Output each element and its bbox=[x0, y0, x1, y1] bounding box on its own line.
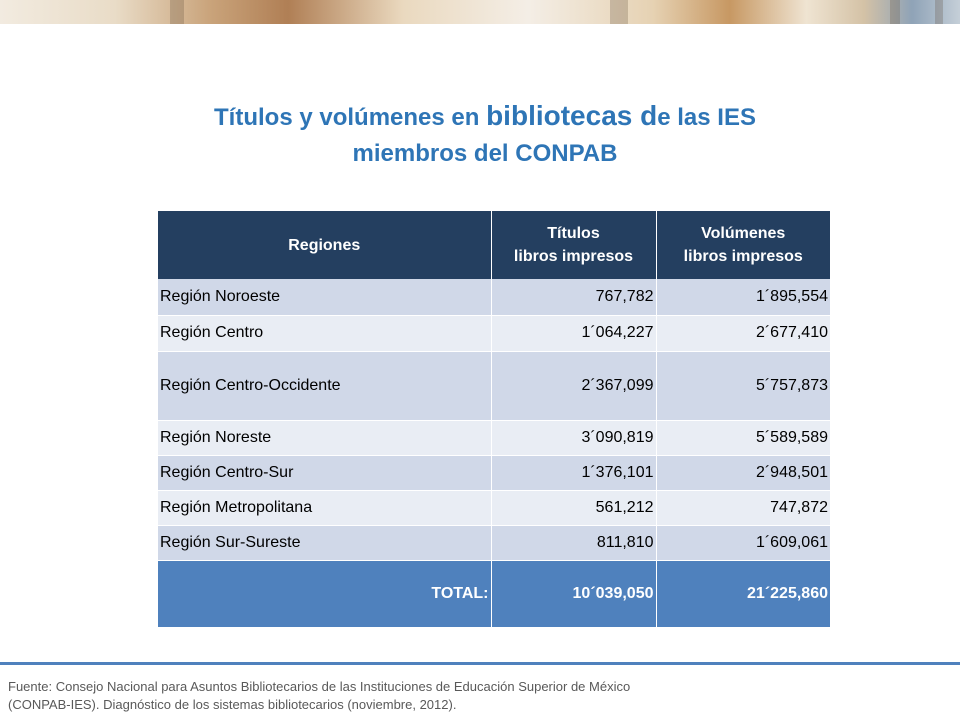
header-regiones: Regiones bbox=[158, 211, 491, 279]
cell-titulos: 1´376,101 bbox=[491, 455, 656, 490]
book-spine-decoration bbox=[890, 0, 900, 24]
cell-volumenes: 747,872 bbox=[656, 490, 830, 525]
cell-volumenes: 2´677,410 bbox=[656, 315, 830, 351]
table-row bbox=[158, 315, 830, 351]
cell-titulos: 2´367,099 bbox=[491, 351, 656, 420]
total-titulos: 10´039,050 bbox=[491, 560, 656, 627]
total-label: TOTAL: bbox=[158, 560, 491, 627]
cell-volumenes: 5´589,589 bbox=[656, 420, 830, 455]
cell-volumenes: 1´609,061 bbox=[656, 525, 830, 560]
title-text-part2: bibliotecas d bbox=[486, 100, 658, 131]
table-row bbox=[158, 420, 830, 455]
title-text-part3: e las IES bbox=[657, 104, 756, 131]
cell-volumenes: 1´895,554 bbox=[656, 279, 830, 315]
table-row bbox=[158, 525, 830, 560]
slide-title-line1 bbox=[100, 98, 870, 136]
title-text-part1: Títulos y volúmenes en bbox=[214, 104, 487, 131]
table-row bbox=[158, 351, 830, 420]
cell-titulos: 767,782 bbox=[491, 279, 656, 315]
header-titulos-line1: Títulos bbox=[547, 225, 600, 242]
table-row bbox=[158, 490, 830, 525]
total-volumenes: 21´225,860 bbox=[656, 560, 830, 627]
cell-volumenes: 5´757,873 bbox=[656, 351, 830, 420]
cell-titulos: 1´064,227 bbox=[491, 315, 656, 351]
book-spine-decoration bbox=[170, 0, 184, 24]
header-titulos-line2: libros impresos bbox=[513, 248, 634, 265]
cell-region: Región Noroeste bbox=[158, 279, 491, 315]
cell-region: Región Sur-Sureste bbox=[158, 525, 491, 560]
cell-titulos: 561,212 bbox=[491, 490, 656, 525]
header-volumenes bbox=[656, 211, 830, 279]
table-row bbox=[158, 279, 830, 315]
cell-titulos: 3´090,819 bbox=[491, 420, 656, 455]
header-titulos bbox=[491, 211, 656, 279]
header-banner-image bbox=[0, 0, 960, 24]
table-row bbox=[158, 455, 830, 490]
cell-region: Región Centro bbox=[158, 315, 491, 351]
table-total-row bbox=[158, 560, 830, 627]
header-volumenes-line2: libros impresos bbox=[683, 248, 803, 265]
cell-region: Región Centro-Sur bbox=[158, 455, 491, 490]
slide-title-line2: miembros del CONPAB bbox=[352, 140, 618, 167]
book-spine-decoration bbox=[935, 0, 943, 24]
source-citation bbox=[8, 678, 908, 714]
slide-title bbox=[100, 98, 870, 172]
book-spine-decoration bbox=[610, 0, 628, 24]
cell-titulos: 811,810 bbox=[491, 525, 656, 560]
cell-region: Región Centro-Occidente bbox=[158, 351, 491, 420]
footer-divider bbox=[0, 662, 960, 665]
cell-region: Región Noreste bbox=[158, 420, 491, 455]
cell-volumenes: 2´948,501 bbox=[656, 455, 830, 490]
header-volumenes-line1: Volúmenes bbox=[701, 225, 786, 242]
table-header-row bbox=[158, 211, 830, 279]
source-line2: (CONPAB-IES). Diagnóstico de los sistemas bibliotecarios (noviembre, 2012). bbox=[8, 697, 457, 712]
library-data-table bbox=[158, 211, 830, 628]
source-line1: Fuente: Consejo Nacional para Asuntos Bibliotecarios de las Instituciones de Educación Superior de México bbox=[8, 679, 631, 694]
cell-region: Región Metropolitana bbox=[158, 490, 491, 525]
